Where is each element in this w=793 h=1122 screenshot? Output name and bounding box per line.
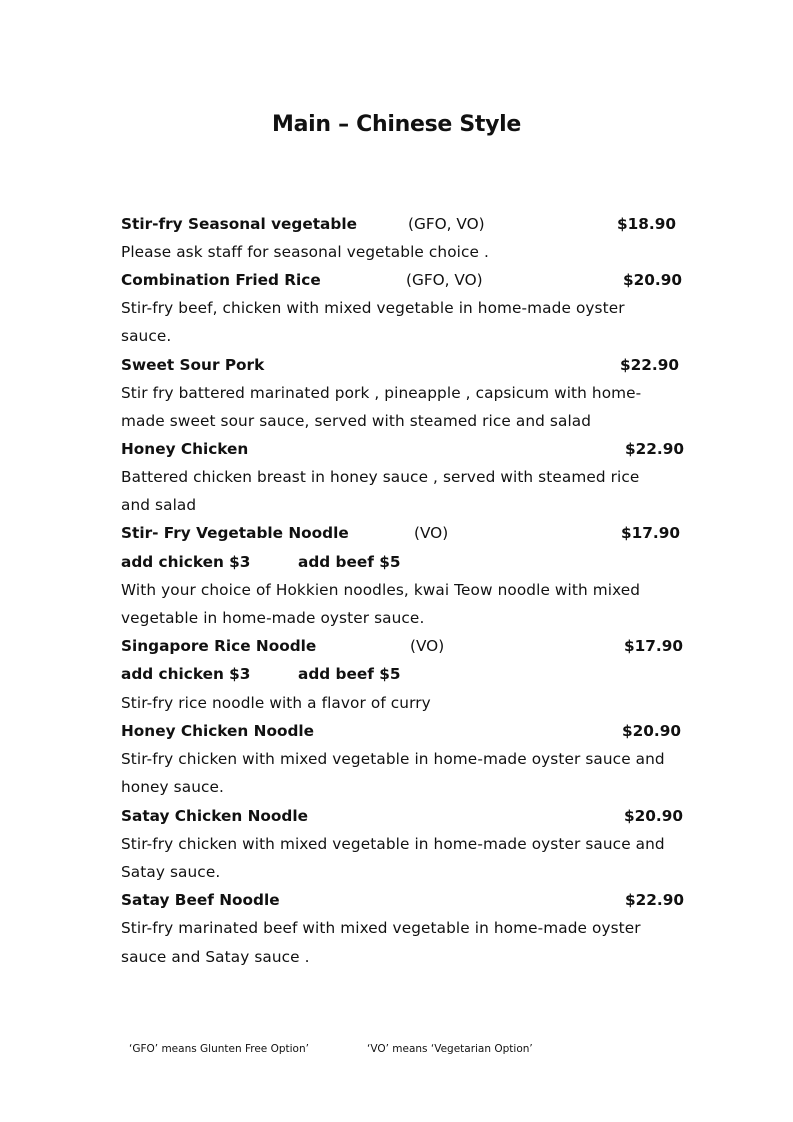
item-price: $20.90 (623, 271, 683, 289)
item-name: Satay Beef Noodle (121, 891, 280, 909)
menu-item-name-row (121, 213, 677, 235)
item-name: Satay Chicken Noodle (121, 807, 308, 825)
item-description: Stir-fry rice noodle with a flavor of curry (121, 694, 431, 712)
item-description: Stir-fry chicken with mixed vegetable in home-made oyster sauce and (121, 750, 665, 768)
item-name: Combination Fried Rice (121, 271, 321, 289)
addon-chicken: add chicken $3 (121, 665, 251, 683)
menu-item-name-row (121, 522, 681, 544)
item-description: Battered chicken breast in honey sauce , served with steamed rice (121, 468, 640, 486)
menu-title: Main – Chinese Style (271, 112, 522, 137)
item-price: $22.90 (625, 891, 685, 909)
item-description: Satay sauce. (121, 863, 221, 881)
item-tag: (VO) (414, 524, 449, 542)
item-price: $22.90 (620, 356, 680, 374)
item-price: $17.90 (624, 637, 684, 655)
addon-beef: add beef $5 (298, 665, 401, 683)
menu-item-name-row (121, 889, 685, 911)
item-description: Stir-fry marinated beef with mixed vegetable in home-made oyster (121, 919, 641, 937)
item-price: $17.90 (621, 524, 681, 542)
footer-gfo-note: ‘GFO’ means Glunten Free Option’ (129, 1043, 309, 1055)
item-description: sauce. (121, 327, 172, 345)
item-name: Singapore Rice Noodle (121, 637, 317, 655)
item-name: Honey Chicken Noodle (121, 722, 315, 740)
menu-item-name-row (121, 269, 683, 291)
item-description: With your choice of Hokkien noodles, kwai Teow noodle with mixed (121, 581, 641, 599)
item-price: $20.90 (624, 807, 684, 825)
item-name: Sweet Sour Pork (121, 356, 265, 374)
item-description: Please ask staff for seasonal vegetable choice . (121, 243, 489, 261)
item-description: Stir-fry chicken with mixed vegetable in home-made oyster sauce and (121, 835, 665, 853)
item-price: $22.90 (625, 440, 685, 458)
item-description: sauce and Satay sauce . (121, 948, 310, 966)
menu-item-name-row (121, 438, 685, 460)
footer-vo-note: ‘VO’ means ‘Vegetarian Option’ (367, 1043, 533, 1055)
item-name: Stir-fry Seasonal vegetable (121, 215, 357, 233)
item-description: Stir fry battered marinated pork , pineapple , capsicum with home- (121, 384, 642, 402)
item-description: vegetable in home-made oyster sauce. (121, 609, 425, 627)
item-description: and salad (121, 496, 197, 514)
addon-chicken: add chicken $3 (121, 553, 251, 571)
item-price: $18.90 (617, 215, 677, 233)
item-tag: (VO) (410, 637, 445, 655)
item-addons-row (121, 663, 401, 685)
item-description: made sweet sour sauce, served with steamed rice and salad (121, 412, 592, 430)
item-addons-row (121, 551, 401, 573)
item-tag: (GFO, VO) (408, 215, 485, 233)
menu-item-name-row (121, 805, 684, 827)
item-description: Stir-fry beef, chicken with mixed vegetable in home-made oyster (121, 299, 625, 317)
item-tag: (GFO, VO) (406, 271, 483, 289)
menu-item-name-row (121, 635, 684, 657)
menu-item-name-row (121, 720, 682, 742)
item-price: $20.90 (622, 722, 682, 740)
item-name: Honey Chicken (121, 440, 249, 458)
item-description: honey sauce. (121, 778, 224, 796)
menu-item-name-row (121, 354, 680, 376)
addon-beef: add beef $5 (298, 553, 401, 571)
item-name: Stir- Fry Vegetable Noodle (121, 524, 349, 542)
